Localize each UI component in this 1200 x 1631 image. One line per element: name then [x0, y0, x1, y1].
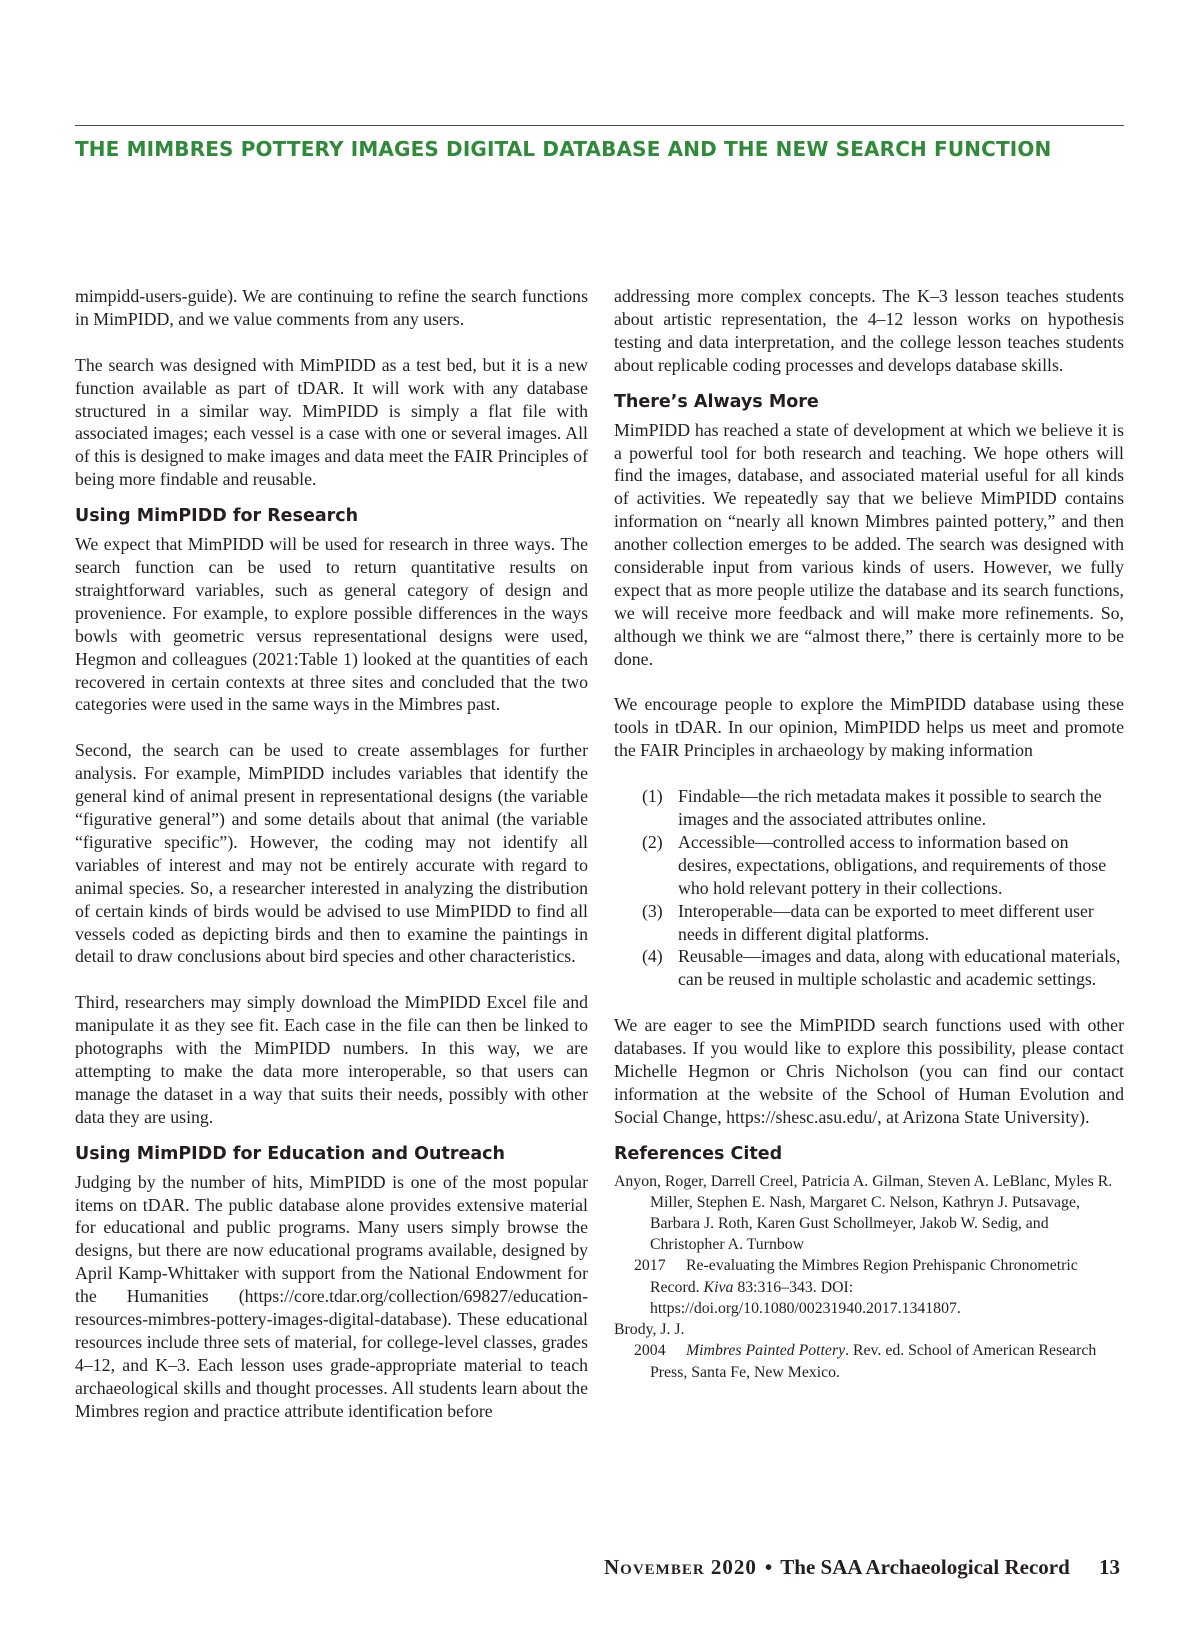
paragraph: Judging by the number of hits, MimPIDD is one of the most popular items on tDAR. The public database alone provides extensive material for educational and public programs. Many users simply browse the designs, but there are now educational programs available, designed by April Kamp-Whittaker with support from the National Endowment for the Humanities (https://core.tdar.org/collection/69827/education-resources-mimbres-pottery-images-digital-database). These educational resources include three sets of material, for college-level classes, grades 4–12, and K–3. Each lesson uses grade-appropriate material to teach archaeological skills and thought processes. All students learn about the Mimbres region and practice attribute identification before — [75, 1171, 588, 1421]
paragraph: addressing more complex concepts. The K–3 lesson teaches students about artistic representation, the 4–12 lesson works on hypothesis testing and data interpretation, and the college lesson teaches students about replicable coding processes and develops database skills. — [614, 286, 1124, 375]
right-column — [614, 285, 1124, 1383]
footer-journal-name: The SAA Archaeological Record — [780, 1555, 1070, 1579]
footer-bullet: • — [764, 1555, 773, 1579]
list-number: (1) — [642, 786, 663, 807]
footer-journal-line — [604, 1555, 1070, 1580]
section-heading-research: Using MimPIDD for Research — [75, 506, 359, 527]
paragraph: Second, the search can be used to create assemblages for further analysis. For example, MimPIDD includes variables that identify the general kind of animal present in representational designs (the variable “figurative general”) and some details about that animal (the variable “figurative specific”). However, the coding may not identify all variables of interest and may not be entirely accurate with regard to animal species. So, a researcher interested in analyzing the distribution of certain kinds of birds would be advised to use MimPIDD to find all vessels coded as depicting birds and then to examine the paintings in detail to draw conclusions about bird species and other characteristics. — [75, 740, 588, 967]
reference-entry — [614, 1255, 1124, 1319]
section-heading-more: There’s Always More — [614, 391, 819, 412]
list-text: Accessible—controlled access to information based on desires, expectations, obligations, and requirements of those who hold relevant pottery in their collections. — [678, 831, 1107, 898]
reference-text: Re-evaluating the Mimbres Region Prehispanic Chronometric Record. — [650, 1257, 1078, 1296]
section-heading-references: References Cited — [614, 1143, 783, 1164]
reference-authors: Anyon, Roger, Darrell Creel, Patricia A. Gilman, Steven A. LeBlanc, Myles R. Miller, Stephen E. Nash, Margaret C. Nelson, Kathryn J. Putsavage, Barbara J. Roth, Karen Gust Schollmeyer, Jakob W. Sedig, and Christopher A. Turnbow — [614, 1172, 1113, 1254]
footer-month: November 2020 — [604, 1555, 757, 1579]
paragraph: Third, researchers may simply download the MimPIDD Excel file and manipulate it as they see fit. Each case in the file can then be linked to photographs with the MimPIDD numbers. In this way, we are attempting to make the data more interoperable, so that users can manage the dataset in a way that suits their needs, possibly with other data they are using. — [75, 992, 588, 1127]
paragraph: We are eager to see the MimPIDD search functions used with other databases. If you would like to explore this possibility, please contact Michelle Hegmon or Chris Nicholson (you can find our contact information at the website of the School of Human Evolution and Social Change, https://shesc.asu.edu/, at Arizona State University). — [614, 1015, 1124, 1127]
reference-year: 2004 — [634, 1342, 666, 1360]
list-text: Interoperable—data can be exported to meet different user needs in different digital platforms. — [678, 900, 1094, 944]
reference-year: 2017 — [634, 1257, 666, 1275]
references-list — [614, 1171, 1124, 1383]
paragraph: We encourage people to explore the MimPIDD database using these tools in tDAR. In our opinion, MimPIDD helps us meet and promote the FAIR Principles in archaeology by making information — [614, 694, 1124, 761]
list-item — [642, 831, 1124, 900]
reference-title: Mimbres Painted Pottery — [686, 1342, 846, 1360]
paragraph: MimPIDD has reached a state of development at which we believe it is a powerful tool for both research and teaching. We hope others will find the images, database, and associated material useful for all kinds of activities. We repeatedly say that we believe MimPIDD contains information on “nearly all known Mimbres painted pottery,” and then another collection emerges to be added. The search was designed with considerable input from various kinds of users. However, we fully expect that as more people utilize the database and its search functions, we will receive more feedback and will make more refinements. So, although we think we are “almost there,” there is certainly more to be done. — [614, 419, 1124, 669]
list-number: (4) — [642, 946, 663, 967]
reference-journal: Kiva — [703, 1278, 734, 1296]
page-header-title: THE MIMBRES POTTERY IMAGES DIGITAL DATABASE AND THE NEW SEARCH FUNCTION — [75, 137, 1052, 161]
paragraph: mimpidd-users-guide). We are continuing to refine the search functions in MimPIDD, and we value comments from any users. — [75, 286, 588, 329]
list-item — [642, 945, 1124, 991]
list-text: Reusable—images and data, along with educational materials, can be reused in multiple scholastic and academic settings. — [678, 946, 1121, 990]
reference-text: 83:316–343. DOI: https://doi.org/10.1080/00231940.2017.1341807. — [650, 1278, 961, 1317]
reference-authors: Brody, J. J. — [614, 1321, 685, 1339]
list-item — [642, 900, 1124, 946]
page-number: 13 — [1099, 1555, 1120, 1579]
header-rule — [75, 125, 1124, 126]
reference-entry — [614, 1340, 1124, 1382]
list-number: (3) — [642, 900, 663, 921]
reference-text: . Rev. ed. School of American Research Press, Santa Fe, New Mexico. — [650, 1342, 1097, 1381]
section-heading-education: Using MimPIDD for Education and Outreach — [75, 1143, 505, 1164]
paragraph: The search was designed with MimPIDD as a test bed, but it is a new function available as part of tDAR. It will work with any database structured in a similar way. MimPIDD is simply a flat file with associated images; each vessel is a case with one or several images. All of this is designed to make images and data meet the FAIR Principles of being more findable and reusable. — [75, 354, 588, 490]
left-column — [75, 285, 588, 1423]
list-item — [642, 785, 1124, 831]
fair-principles-list — [614, 785, 1124, 991]
list-number: (2) — [642, 831, 663, 852]
paragraph: We expect that MimPIDD will be used for research in three ways. The search function can be used to return quantitative results on straightforward variables, such as general category of design and provenience. For example, to explore possible differences in the ways bowls with geometric versus representational designs were used, Hegmon and colleagues (2021:Table 1) looked at the quantities of each recovered in certain contexts at three sites and concluded that the two categories were used in the same ways in the Mimbres past. — [75, 534, 588, 715]
list-text: Findable—the rich metadata makes it possible to search the images and the associated attributes online. — [678, 786, 1102, 829]
